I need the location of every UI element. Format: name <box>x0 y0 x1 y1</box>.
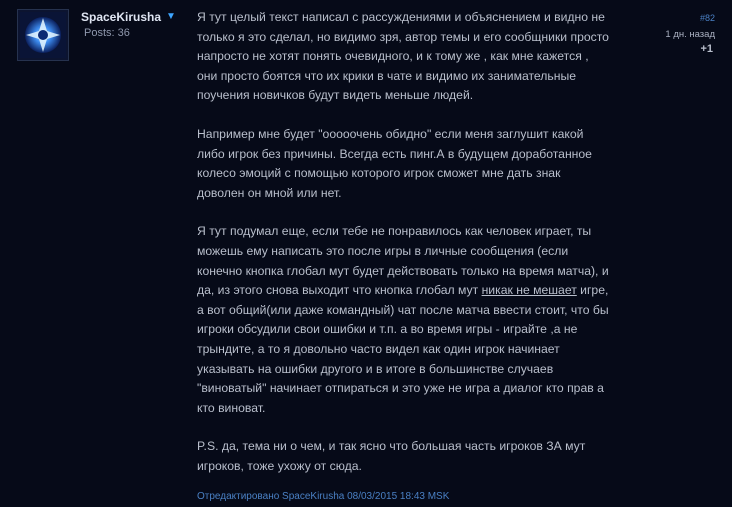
vote-count[interactable]: +1 <box>700 43 713 55</box>
p3-text-before: Я тут подумал еще, если тебе не понравилось как человек играет, ты можешь ему написать это после игры в личные сообщения (если конечно кнопка глобал мут будет действовать только на время матча), и да, из этого снова выходит что кнопка глобал мут <box>197 224 609 298</box>
p3-text-after: игре, а вот общий(или даже командный) чат после матча ввести стоит, что бы игроки обсудили свои ошибки и т.п. а во время игры - играйте ,а не трындите, а то я довольно часто видел как один игрок начинает указывать на ошибки другого и в итоге в большинстве случаев "виноватый" начинает отпираться и это уже не игра а диалог кто прав а кто виноват. <box>197 283 609 415</box>
author-post-count <box>81 27 130 39</box>
post-paragraph-3 <box>197 222 609 418</box>
posts-label: Posts: <box>84 27 115 39</box>
author-name-label[interactable]: SpaceKirusha <box>81 10 162 24</box>
posts-count: 36 <box>117 27 130 39</box>
post-paragraph-2: Например мне будет "ооооочень обидно" если меня заглушит какой либо игрок без причины. Всегда есть пинг.А в будущем доработанное колесо эмоций с помощью которого игрок сможет мне дать знак доволен он мной или нет. <box>197 126 592 200</box>
heroes-logo-icon <box>20 12 66 58</box>
post-timestamp: 1 дн. назад <box>665 29 715 40</box>
author-name[interactable] <box>81 10 176 24</box>
edited-note: Отредактировано SpaceKirusha 08/03/2015 18:43 MSK <box>197 491 450 503</box>
chevron-down-icon[interactable]: ▼ <box>166 11 176 22</box>
avatar[interactable] <box>17 9 69 61</box>
inline-link[interactable]: никак не мешает <box>481 283 577 298</box>
post-body <box>197 8 609 507</box>
post-paragraph-4: P.S. да, тема ни о чем, и так ясно что большая часть игроков ЗА мут игроков, тоже ухожу от сюда. <box>197 439 586 473</box>
post-number-link[interactable]: #82 <box>699 13 715 23</box>
post-paragraph-1: Я тут целый текст написал с рассуждениями и объяснением и видно не только я это сделал, но видимо зря, автор темы и его сообщники просто напросто не хотят понять очевидного, и к тому же , как мне кажется , они просто боятся что их крики в чате и видимо их занимательные поучения новичков будут видеть меньше людей. <box>197 10 609 103</box>
